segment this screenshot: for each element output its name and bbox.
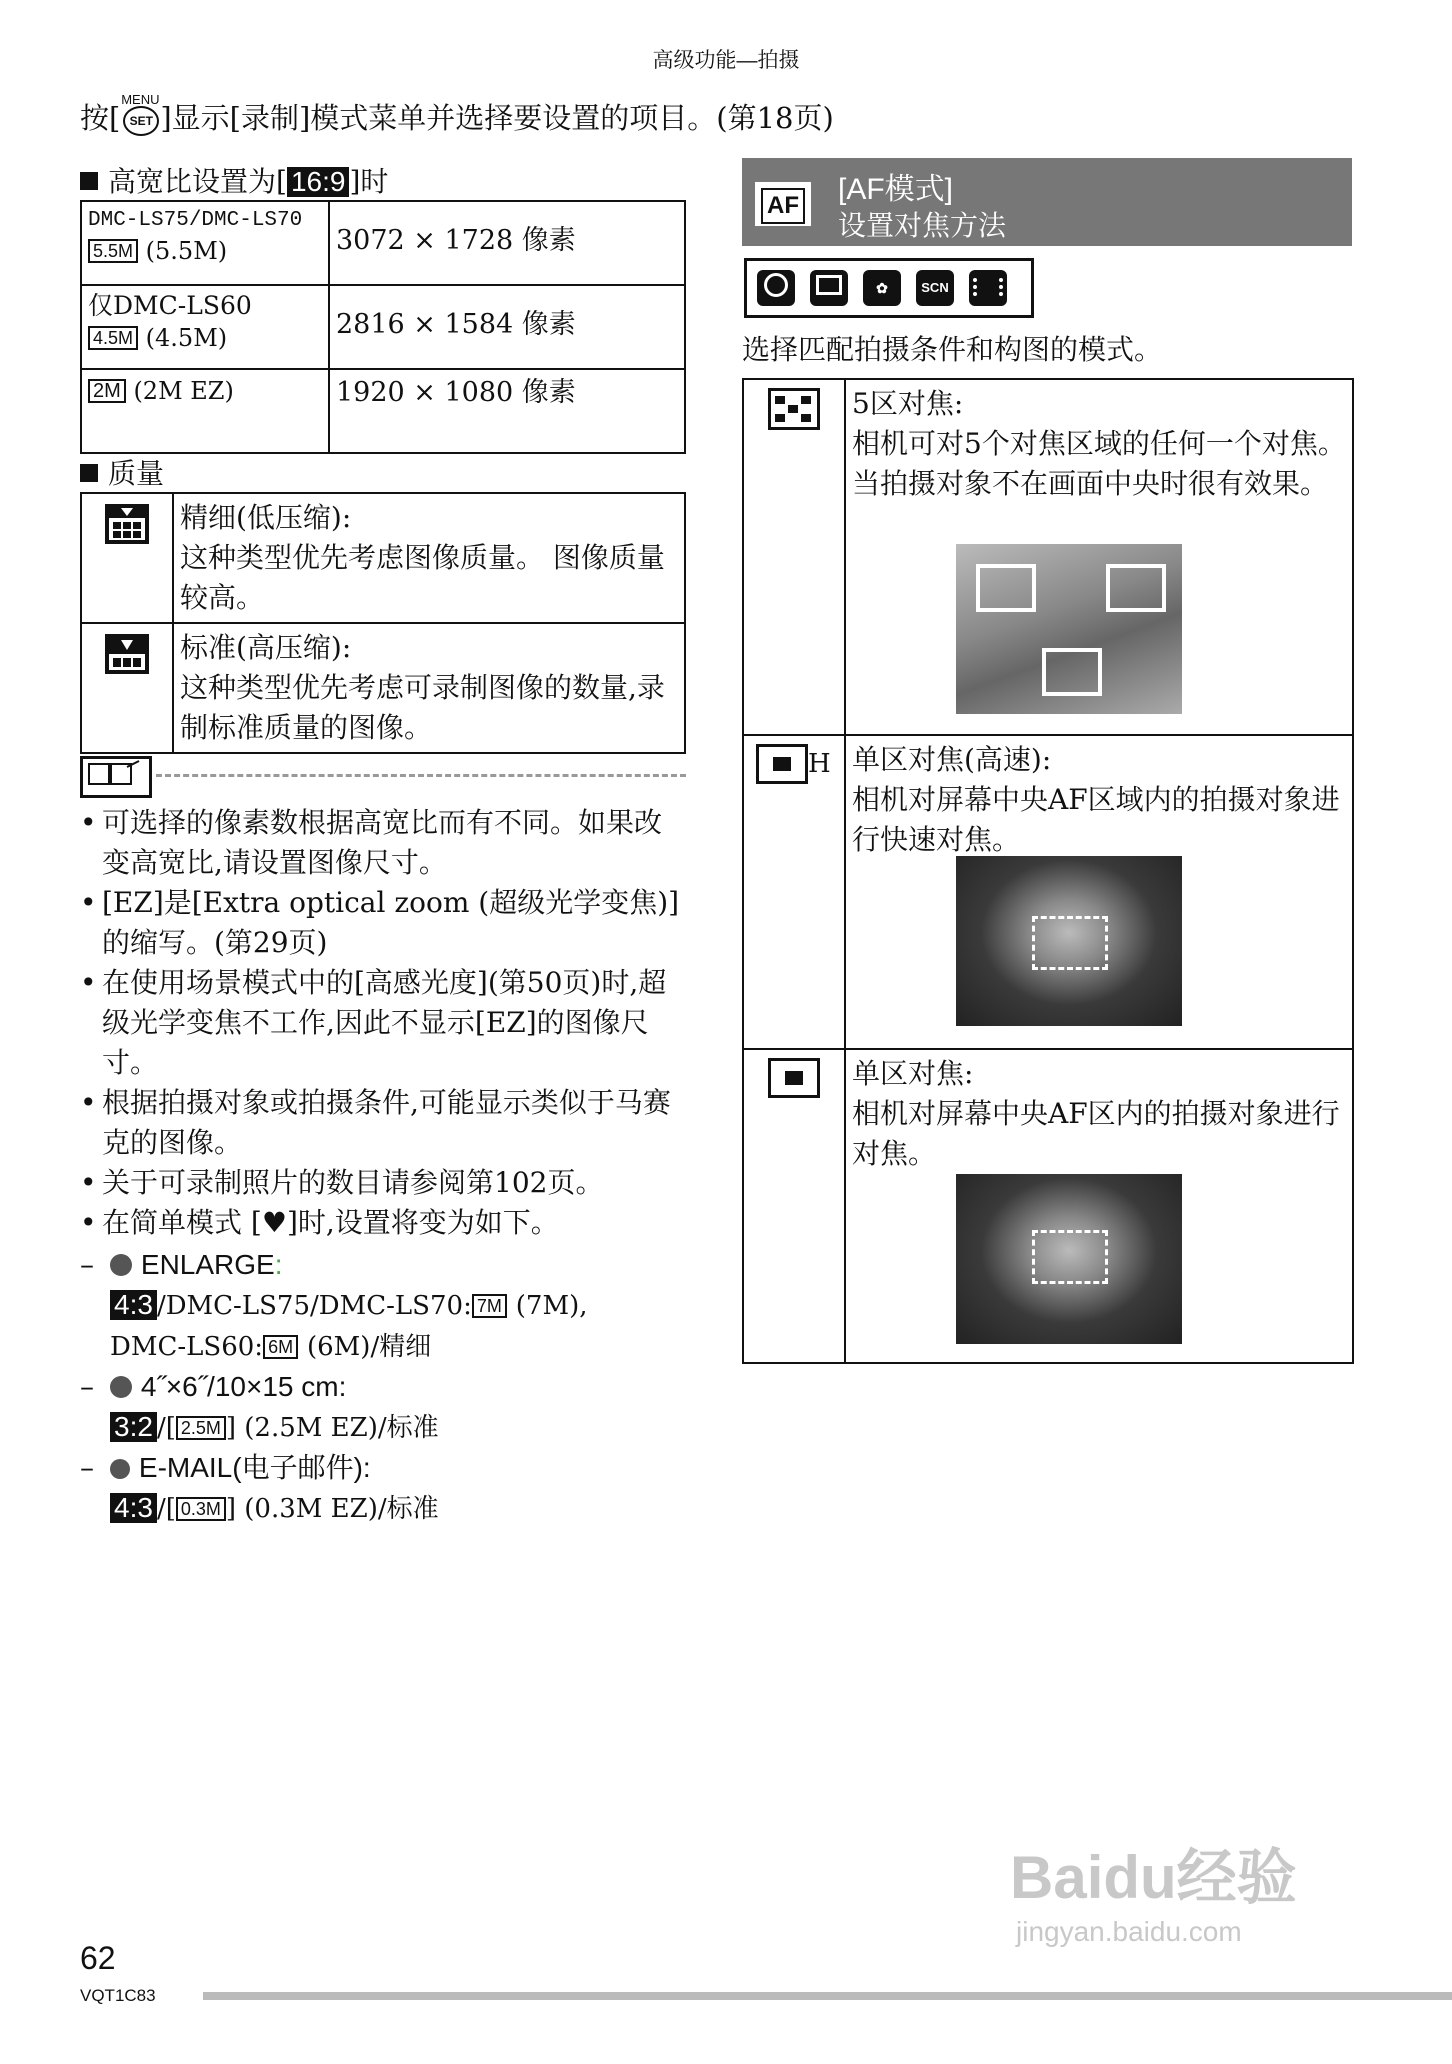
page-number: 62 xyxy=(80,1940,116,1976)
table-row xyxy=(743,1049,1353,1363)
af-frame-marker xyxy=(1106,564,1166,612)
camera-mode-icon xyxy=(757,270,795,306)
size-2-5m-icon: 2.5M xyxy=(176,1416,226,1440)
af-5area-title: 5区对焦: xyxy=(852,387,964,420)
table-row: DMC-LS75/DMC-LS70 5.5M (5.5M) 3072 × 1728 像素 xyxy=(81,201,685,285)
applicable-modes-strip xyxy=(744,258,1034,318)
list-item: • 根据拍摄对象或拍摄条件,可能显示类似于马赛克的图像。 xyxy=(80,1083,680,1163)
quality-fine-icon xyxy=(105,504,149,544)
af-mode-header xyxy=(742,158,1352,246)
list-item: • 可选择的像素数根据高宽比而有不同。如果改变高宽比,请设置图像尺寸。 xyxy=(80,803,680,883)
quality-standard-icon xyxy=(105,634,149,674)
intro-pre: 按[ xyxy=(80,101,121,135)
portrait-sample-photo xyxy=(956,1174,1182,1344)
af-1area-title: 单区对焦: xyxy=(852,1057,974,1090)
quality-standard-desc: 这种类型优先考虑可录制图像的数量,录制标准质量的图像。 xyxy=(180,671,665,744)
resolution-value: 1920 × 1080 像素 xyxy=(336,377,576,408)
table-row: 仅DMC-LS60 4.5M (4.5M) 2816 × 1584 像素 xyxy=(81,285,685,369)
heart-icon: ♥ xyxy=(261,1206,287,1239)
af-frame-marker xyxy=(1042,648,1102,696)
list-item: • [EZ]是[Extra optical zoom (超级光学变焦)]的缩写。(第29页) xyxy=(80,883,680,963)
model-label: 仅DMC-LS60 xyxy=(88,291,252,320)
movie-mode-icon xyxy=(969,270,1007,306)
quality-fine-title: 精细(低压缩): xyxy=(180,501,352,534)
model-label: DMC-LS75/DMC-LS70 xyxy=(88,209,303,232)
one-area-high-speed-af-icon: H xyxy=(756,744,844,784)
table-row: 2M (2M EZ) 1920 × 1080 像素 xyxy=(81,369,685,453)
af-frame-marker xyxy=(1032,916,1108,970)
size-5-5m-icon: 5.5M xyxy=(88,239,138,263)
portrait-sample-photo xyxy=(956,856,1182,1026)
table-row xyxy=(81,623,685,753)
ratio-4-3-badge: 4:3 xyxy=(110,1493,157,1523)
af-table xyxy=(742,378,1354,1364)
list-item: • 在简单模式 [♥]时,设置将变为如下。 xyxy=(80,1203,680,1243)
quality-fine-desc: 这种类型优先考虑图像质量。 图像质量较高。 xyxy=(180,541,665,614)
notes-list xyxy=(80,803,680,1529)
aspect-table xyxy=(80,200,686,454)
list-item: • 在使用场景模式中的[高感光度](第50页)时,超级光学变焦不工作,因此不显示[EZ]的图像尺寸。 xyxy=(80,963,680,1083)
size-4-5m-icon: 4.5M xyxy=(88,326,138,350)
baidu-watermark: Baidu经验 jingyan.baidu.com xyxy=(1010,1844,1297,1947)
intro-post: ]显示[录制]模式菜单并选择要设置的项目。(第18页) xyxy=(160,101,834,135)
print-4x6-icon xyxy=(110,1376,132,1398)
table-row xyxy=(743,379,1353,735)
af-1area-desc: 相机对屏幕中央AF区内的拍摄对象进行对焦。 xyxy=(852,1097,1340,1170)
aspect-heading: 高宽比设置为[ 16:9 ]时 xyxy=(80,160,388,200)
one-area-af-icon xyxy=(768,1058,820,1098)
quality-table xyxy=(80,492,686,754)
enlarge-icon xyxy=(110,1254,132,1276)
list-item: • 关于可录制照片的数目请参阅第102页。 xyxy=(80,1163,680,1203)
menu-set-button-icon: MENU SET xyxy=(120,100,160,134)
quality-heading: 质量 xyxy=(80,452,164,492)
aspect-ratio-16-9-badge: 16:9 xyxy=(287,167,350,197)
table-row xyxy=(743,735,1353,1049)
af-1area-hs-desc: 相机对屏幕中央AF区域内的拍摄对象进行快速对焦。 xyxy=(852,783,1340,856)
resolution-value: 3072 × 1728 像素 xyxy=(336,225,576,256)
simple-mode-icon xyxy=(810,270,848,306)
note-icon xyxy=(80,756,152,798)
footer-rule xyxy=(203,1992,1452,2000)
af-icon: AF xyxy=(755,182,811,226)
five-area-sample-photo xyxy=(956,544,1182,714)
size-7m-icon: 7M xyxy=(472,1294,507,1318)
af-frame-marker xyxy=(1032,1230,1108,1284)
doc-code: VQT1C83 xyxy=(80,1986,156,2005)
size-6m-icon: 6M xyxy=(263,1335,298,1359)
page-header-title: 高级功能—拍摄 xyxy=(652,49,800,72)
intro-line xyxy=(80,92,834,137)
five-area-af-icon xyxy=(768,388,820,430)
af-frame-marker xyxy=(976,564,1036,612)
note-divider xyxy=(156,774,686,777)
simple-mode-email: – E-MAIL(电子邮件): 4:3 /[ 0.3M ] (0.3M EZ)/标准 xyxy=(80,1451,439,1524)
simple-mode-enlarge: – ENLARGE: 4:3 /DMC-LS75/DMC-LS70: 7M (7M), DMC-LS60: 6M (6M)/精细 xyxy=(80,1248,588,1362)
ratio-3-2-badge: 3:2 xyxy=(110,1412,157,1442)
size-0-3m-icon: 0.3M xyxy=(176,1497,226,1521)
simple-mode-4x6: – 4˝×6˝/10×15 cm: 3:2 /[ 2.5M ] (2.5M EZ)/标准 xyxy=(80,1370,439,1443)
ratio-4-3-badge: 4:3 xyxy=(110,1290,157,1320)
af-5area-desc: 相机可对5个对焦区域的任何一个对焦。 当拍摄对象不在画面中央时很有效果。 xyxy=(852,427,1346,500)
size-2m-icon: 2M xyxy=(88,379,126,403)
table-row xyxy=(81,493,685,623)
af-mode-title: [AF模式] xyxy=(838,173,954,206)
macro-mode-icon: ✿ xyxy=(863,270,901,306)
resolution-value: 2816 × 1584 像素 xyxy=(336,309,576,340)
af-1area-hs-title: 单区对焦(高速): xyxy=(852,743,1052,776)
af-mode-subtitle: 设置对焦方法 xyxy=(838,209,1007,242)
scene-mode-icon: SCN xyxy=(916,270,954,306)
af-intro: 选择匹配拍摄条件和构图的模式。 xyxy=(742,333,1163,366)
quality-standard-title: 标准(高压缩): xyxy=(180,631,352,664)
email-icon xyxy=(110,1459,130,1479)
